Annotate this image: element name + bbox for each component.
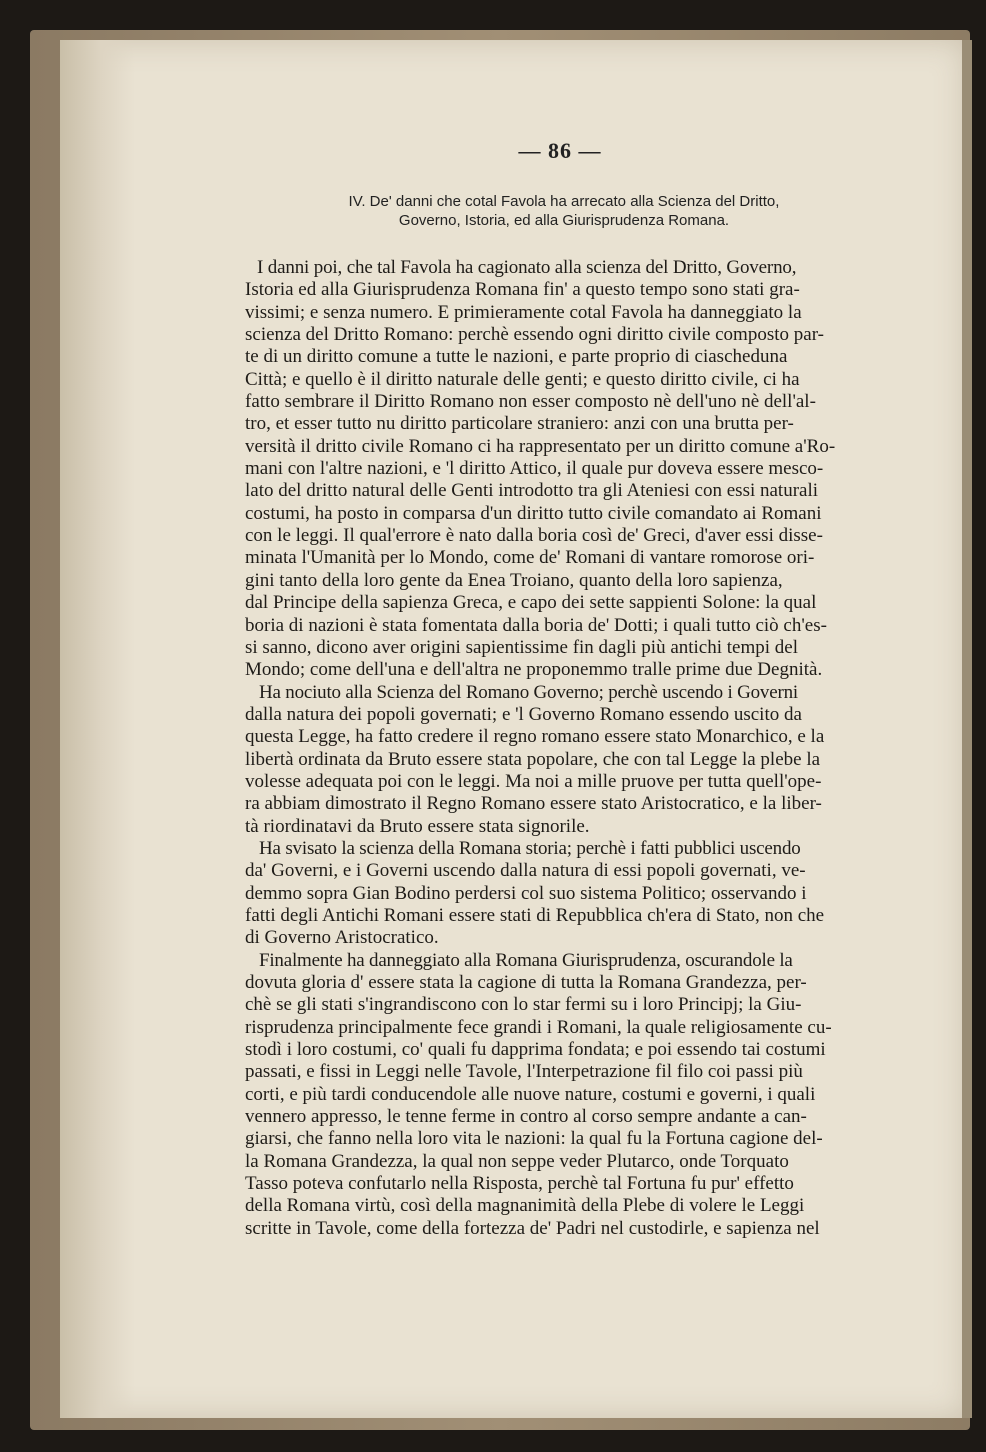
text-line: Tasso poteva confutarlo nella Risposta, perchè tal Fortuna fu pur' effetto: [245, 1173, 794, 1195]
text-line: passati, e fissi in Leggi nelle Tavole, l'Interpetrazione fil filo coi passi più: [245, 1061, 803, 1083]
text-line: risprudenza principalmente fece grandi i Romani, la quale religiosamente cu-: [245, 1016, 832, 1038]
text-line: con le leggi. Il qual'errore è nato dalla boria così de' Greci, d'aver essi disse-: [245, 525, 823, 547]
text-line: Città; e quello è il diritto naturale delle genti; e questo diritto civile, ci ha: [245, 368, 800, 390]
text-line: la Romana Grandezza, la qual non seppe veder Plutarco, onde Torquato: [245, 1150, 789, 1172]
text-line: dal Principe della sapienza Greca, e capo dei sette sappienti Solone: la qual: [245, 592, 817, 614]
text-line: Ha nociuto alla Scienza del Romano Governo; perchè uscendo i Governi: [259, 681, 798, 703]
text-line: stodì i loro costumi, co' quali fu dapprima fondata; e poi essendo tai costumi: [245, 1039, 826, 1061]
text-line: volesse adequata poi con le leggi. Ma noi a mille pruove per tutta quell'ope-: [245, 770, 822, 792]
text-line: ra abbiam dimostrato il Regno Romano essere stato Aristocratico, e la liber-: [245, 793, 822, 815]
text-line: tro, et esser tutto nu diritto particolare straniero: anzi con una brutta per-: [245, 413, 794, 435]
text-line: lato del dritto natural delle Genti introdotto tra gli Ateniesi con essi naturali: [245, 480, 819, 502]
text-line: di Governo Aristocratico.: [245, 927, 439, 949]
text-line: fatti degli Antichi Romani essere stati di Repubblica ch'era di Stato, non che: [245, 904, 825, 926]
text-line: questa Legge, ha fatto credere il regno romano essere stato Monarchico, e la: [245, 726, 825, 748]
text-line: tà riordinatavi da Bruto essere stata signorile.: [245, 815, 590, 837]
text-line: boria di nazioni è stata fomentata dalla boria de' Dotti; i quali tutto ciò ch'es-: [245, 614, 827, 636]
text-line: giarsi, che fanno nella loro vita le nazioni: la qual fu la Fortuna cagione del-: [245, 1128, 823, 1150]
text-line: fatto sembrare il Diritto Romano non esser composto nè dell'uno nè dell'al-: [245, 391, 816, 413]
heading-line: Governo, Istoria, ed alla Giurisprudenza Romana.: [398, 212, 730, 229]
text-line: vissimi; e senza numero. E primieramente cotal Favola ha danneggiato la: [245, 301, 802, 323]
text-line: gini tanto della loro gente da Enea Troiano, quanto della loro sapienza,: [245, 569, 783, 591]
text-line: Mondo; come dell'una e dell'altra ne proponemmo tralle prime due Degnità.: [245, 659, 823, 681]
section-heading: [233, 192, 895, 230]
heading-line: IV. De' danni che cotal Favola ha arrecato alla Scienza del Dritto,: [348, 193, 780, 210]
page-edge: [962, 40, 972, 1418]
text-line: scienza del Dritto Romano: perchè essendo ogni diritto civile composto par-: [245, 324, 824, 346]
text-line: demmo sopra Gian Bodino perdersi col suo sistema Politico; osservando i: [245, 882, 807, 904]
text-line: minata l'Umanità per lo Mondo, come de' Romani di vantare romorose ori-: [245, 547, 815, 569]
text-line: vennero appresso, le tenne ferme in contro al corso sempre andante a can-: [245, 1106, 807, 1128]
text-line: mani con l'altre nazioni, e 'l diritto Attico, il quale pur doveva essere mesco-: [245, 458, 824, 480]
text-line: Istoria ed alla Giurisprudenza Romana fin' a questo tempo sono stati gra-: [245, 279, 800, 301]
text-line: te di un diritto comune a tutte le nazioni, e parte proprio di ciascheduna: [245, 346, 788, 368]
text-line: dovuta gloria d' essere stata la cagione di tutta la Romana Grandezza, per-: [245, 972, 807, 993]
text-line: della Romana virtù, così della magnanimità della Plebe di volere le Leggi: [245, 1195, 805, 1217]
text-line: scritte in Tavole, come della fortezza de' Padri nel custodirle, e sapienza nel: [245, 1217, 820, 1239]
page-number: — 86 —: [518, 138, 602, 163]
page-content: [245, 138, 895, 1240]
text-line: I danni poi, che tal Favola ha cagionato alla scienza del Dritto, Governo,: [257, 257, 797, 278]
text-line: da' Governi, e i Governi uscendo dalla natura di essi popoli governati, ve-: [245, 860, 806, 882]
text-line: dalla natura dei popoli governati; e 'l Governo Romano essendo uscito da: [245, 703, 802, 725]
text-line: corti, e più tardi conducendole alle nuove nature, costumi e governi, i quali: [245, 1083, 816, 1105]
text-line: si sanno, dicono aver origini sapientissime fin dagli più antichi tempi del: [245, 636, 799, 658]
text-line: versità il dritto civile Romano ci ha rappresentato per un diritto comune a'Ro-: [245, 435, 836, 457]
text-line: Finalmente ha danneggiato alla Romana Giurisprudenza, oscurandole la: [259, 949, 793, 971]
text-line: Ha svisato la scienza della Romana storia; perchè i fatti pubblici uscendo: [259, 837, 801, 859]
text-line: costumi, ha posto in comparsa d'un diritto tutto civile comandato ai Romani: [245, 502, 822, 524]
page-gutter: [60, 40, 135, 1418]
text-line: chè se gli stati s'ingrandiscono con lo star fermi su i loro Principj; la Giu-: [245, 994, 802, 1016]
text-line: libertà ordinata da Bruto essere stata popolare, che con tal Legge la plebe la: [245, 748, 821, 770]
body-text: [245, 257, 895, 1240]
